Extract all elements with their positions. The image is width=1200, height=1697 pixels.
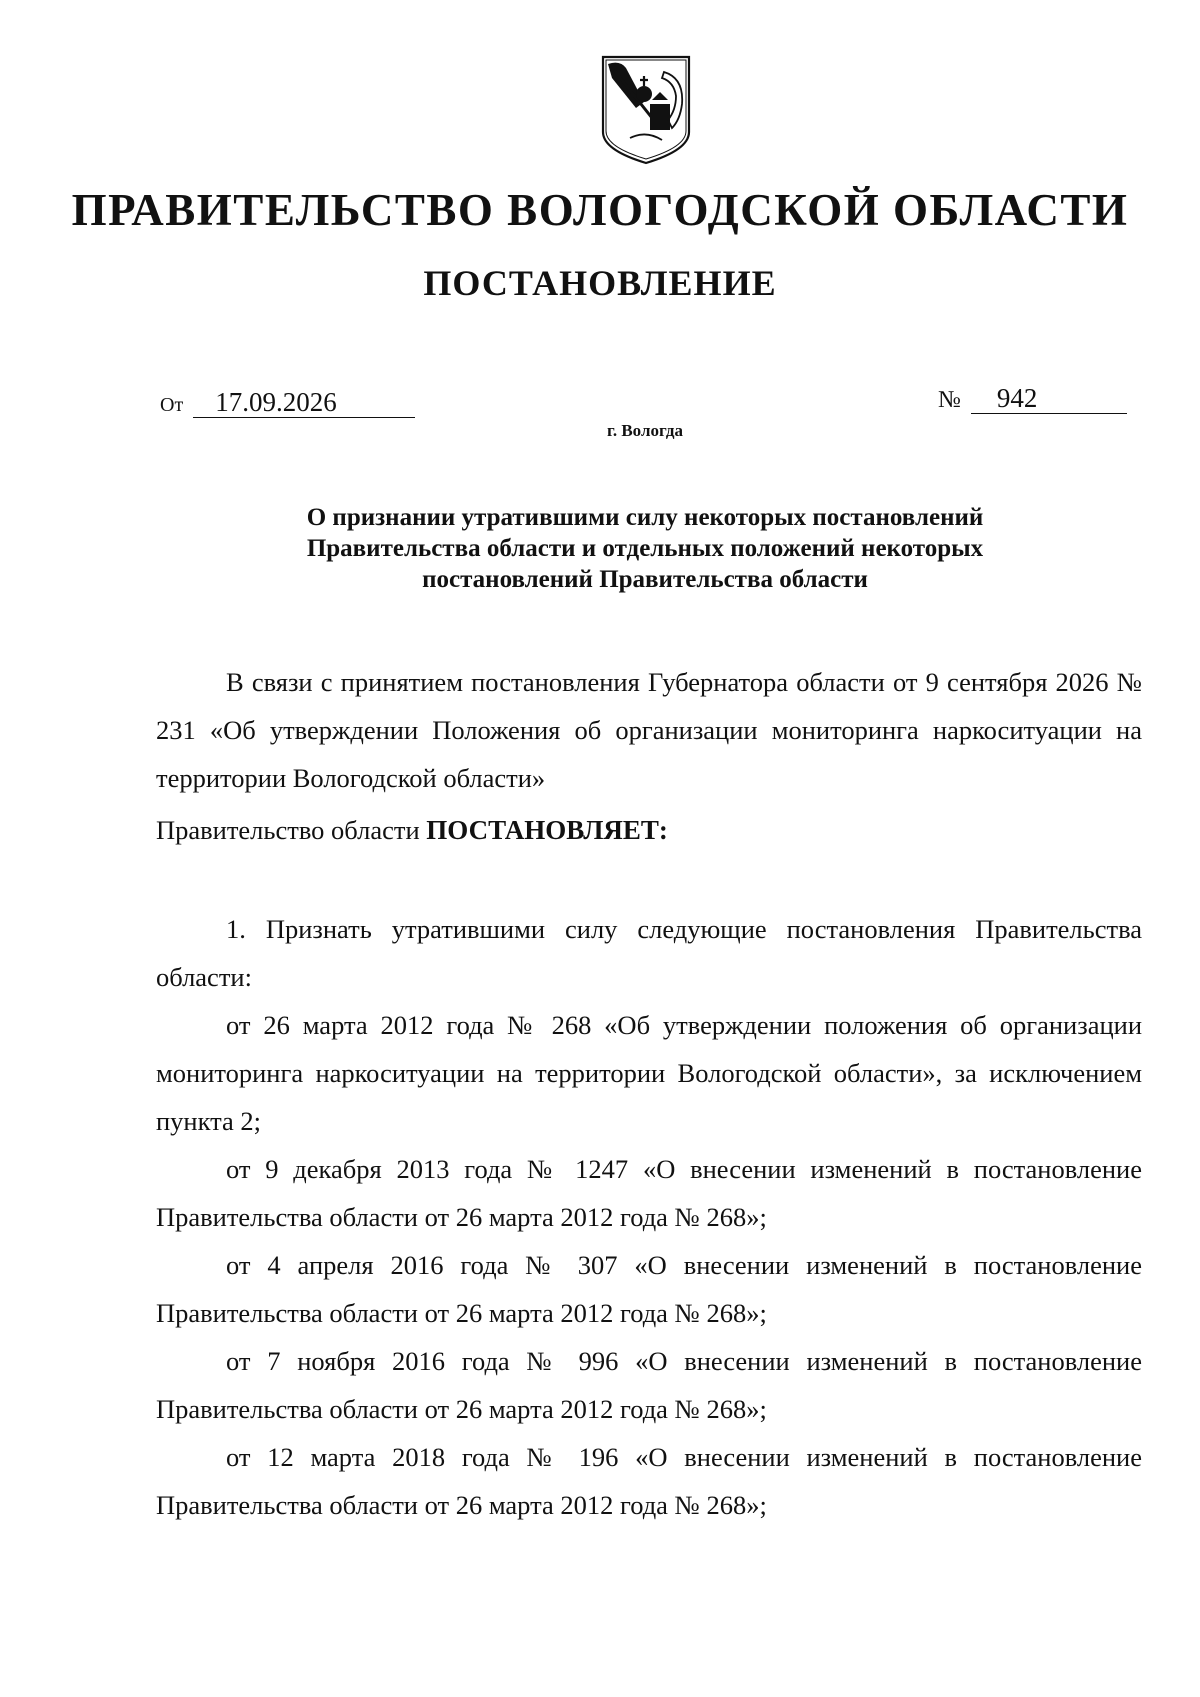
number-prefix: №: [938, 387, 961, 413]
document-number: 942: [971, 383, 1127, 414]
document-date-row: [160, 387, 415, 418]
subject-line: Правительства области и отдельных положений некоторых: [306, 535, 984, 562]
list-item: от 7 ноября 2016 года № 996 «О внесении изменений в постановление Правительства области от 26 марта 2012 года № 268»;: [156, 1346, 1142, 1424]
resolution-items: [156, 905, 1142, 1529]
preamble: [156, 658, 1142, 802]
city-label: г. Вологда: [607, 421, 683, 440]
list-item: от 12 марта 2018 года № 196 «О внесении изменений в постановление Правительства области от 26 марта 2012 года № 268»;: [156, 1442, 1142, 1520]
decides-prefix: Правительство области: [156, 815, 420, 845]
preamble-text: В связи с принятием постановления Губернатора области от 9 сентября 2026 № 231 «Об утверждении Положения об организации мониторинга наркоситуации на территории Вологодской области»: [156, 667, 1142, 793]
government-title: ПРАВИТЕЛЬСТВО ВОЛОГОДСКОЙ ОБЛАСТИ: [71, 185, 1129, 235]
subject-line: постановлений Правительства области: [422, 566, 868, 593]
coat-of-arms-icon: [600, 54, 692, 166]
decides-line: [156, 815, 668, 846]
list-item: от 9 декабря 2013 года № 1247 «О внесении изменений в постановление Правительства области от 26 марта 2012 года № 268»;: [156, 1154, 1142, 1232]
subject-line: О признании утратившими силу некоторых постановлений: [306, 504, 984, 531]
list-item: от 4 апреля 2016 года № 307 «О внесении изменений в постановление Правительства области от 26 марта 2012 года № 268»;: [156, 1250, 1142, 1328]
document-number-row: [938, 383, 1127, 414]
list-item: от 26 марта 2012 года № 268 «Об утверждении положения об организации мониторинга наркоситуации на территории Вологодской области», за исключением пункта 2;: [156, 1010, 1142, 1136]
date-prefix: От: [160, 394, 184, 416]
list-item: 1. Признать утратившими силу следующие постановления Правительства области:: [156, 914, 1142, 992]
decides-keyword: ПОСТАНОВЛЯЕТ:: [426, 815, 668, 845]
document-date: 17.09.2026: [193, 387, 415, 418]
document-type: ПОСТАНОВЛЕНИЕ: [423, 263, 777, 303]
document-subject: [200, 502, 1090, 595]
